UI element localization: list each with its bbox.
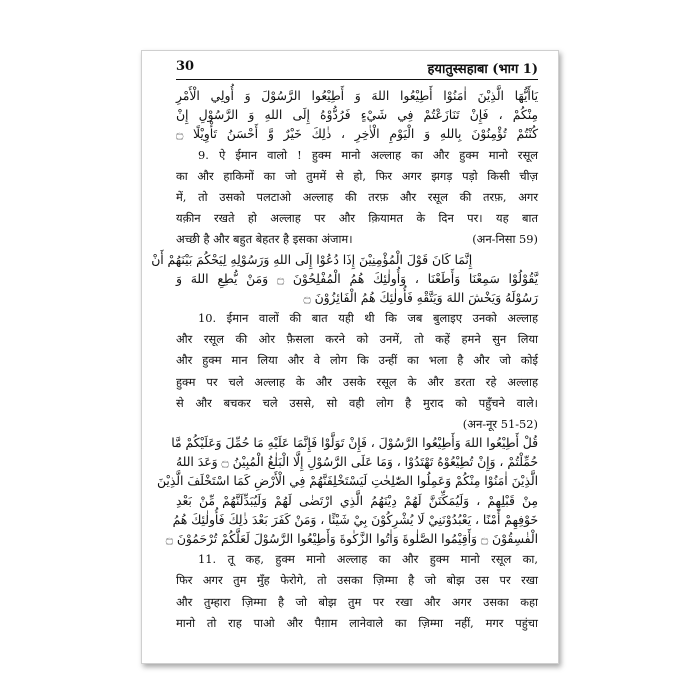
arabic-verse-line: خَوْفِهِمْ أَمْنًا ، يَعْبُدُوْنَنِيْ لَا يُشْرِكُوْنَ بِيْ شَيْئًا ، وَمَنْ كَفَرَ بَعْدَ ذٰلِكَ فَأُولٰئِكَ هُمُ (172, 512, 538, 527)
book-page (141, 50, 559, 664)
paragraph-line: हुक्म पर चले अल्लाह के और उसके रसूल के और डरता रहे अल्लाह (176, 374, 538, 389)
paragraph-line: का और हाकिमों का जो तुममें से हो, फिर अगर झगड़ पड़ो किसी चीज़ (176, 168, 538, 183)
arabic-verse-line: حُمِّلْتُمْ ، وَإِنْ تُطِيْعُوْهُ تَهْتَدُوْا ، وَمَا عَلَى الرَّسُوْلِ إِلَّا الْبَلٰغُ الْمُبِيْنُ ۝ وَعَدَ اللهُ (176, 455, 539, 470)
paragraph-line: 9. ऐ ईमान वालो ! हुक्म मानो अल्लाह का और हुक्म मानो रसूल (198, 147, 538, 162)
paragraph-line (176, 229, 538, 250)
page-title: हयातुस्सहाबा (भाग 1) (427, 62, 538, 77)
paragraph-line: 10. ईमान वालों की बात यही थी कि जब बुलाइए उनको अल्लाह (198, 311, 538, 326)
page-content (151, 87, 539, 634)
arabic-verse-line: قُلْ أَطِيْعُوا اللهَ وَأَطِيْعُوا الرَّسُوْلَ ، فَإِنْ تَوَلَّوْا فَإِنَّمَا عَلَيْهِ مَا حُمِّلَ وَعَلَيْكُمْ مَّا (171, 436, 538, 450)
arabic-verse-line: إِنَّمَا كَانَ قَوْلَ الْمُؤْمِنِيْنَ إِذَا دُعُوْا إِلَى اللهِ وَرَسُوْلِهِ لِيَحْكُمَ بَيْنَهُمْ أَنْ (151, 252, 473, 267)
paragraph-line: और तुम्हारा ज़िम्मा है जो बोझ तुम पर रखा और अगर उसका कहा (176, 594, 538, 609)
paragraph-line: फिर अगर तुम मुँह फेरोगे, तो उसका ज़िम्मा है जो बोझ उस पर रखा (176, 573, 538, 588)
paragraph-line: यक़ीन रखते हो अल्लाह पर और क़ियामत के दिन पर। यह बात (176, 211, 538, 226)
header-rule (176, 79, 538, 80)
arabic-verse-line: الْفٰسِقُوْنَ ۝ وَأَقِيْمُوا الصَّلٰوةَ وَاٰتُوا الزَّكٰوةَ وَأَطِيْعُوا الرَّسُوْلَ لَعَلَّكُمْ تُرْحَمُوْنَ ۝ (165, 531, 538, 546)
page-number: 30 (176, 59, 195, 74)
verse-reference: (अन-निसा 59) (472, 232, 538, 247)
paragraph-line: मानो तो राह पाओ और पैग़ाम लानेवाले का ज़िम्मा नहीं, मगर पहुंचा (176, 615, 538, 630)
paragraph-line: और रसूल की ओर फ़ैसला करने को उनमें, तो कहें हमने सुन लिया (176, 332, 538, 347)
paragraph-line: में, तो उसको पलटाओ अल्लाह की तरफ़ और रसूल की तरफ़, अगर (176, 189, 538, 204)
paragraph-line: से और बचकर चले उससे, सो वही लोग है मुराद को पहुँचने वाले। (176, 395, 538, 410)
paragraph-text: अच्छी है और बहुत बेहतर है इसका अंजाम। (176, 232, 353, 247)
arabic-verse-line: مِنْ قَبْلِهِمْ ، وَلَيُمَكِّنَنَّ لَهُمْ دِيْنَهُمُ الَّذِي ارْتَضٰى لَهُمْ وَلَيُبَدِّلَنَّهُمْ مِّنْ بَعْدِ (176, 493, 538, 508)
page-header (176, 58, 538, 78)
arabic-verse-line: رَسُوْلَهُ وَيَخْشَ اللهَ وَيَتَّقْهِ فَأُولٰئِكَ هُمُ الْفَائِزُوْنَ ۝ (303, 290, 538, 305)
arabic-verse-line: كُنْتُمْ تُؤْمِنُوْنَ بِاللهِ وَ الْيَوْمِ الْاٰخِرِ ، ذٰلِكَ خَيْرٌ وَّ أَحْسَنُ تَأْوِيْلًا ۝ (176, 127, 538, 142)
arabic-verse-line: يَاأَيُّهَا الَّذِيْنَ اٰمَنُوْا أَطِيْعُوا اللهَ وَ أَطِيْعُوا الرَّسُوْلَ وَ أُولِي الْأَمْرِ (176, 89, 538, 103)
arabic-verse-line: مِنْكُمْ ، فَإِنْ تَنَازَعْتُمْ فِي شَيْءٍ فَرُدُّوْهُ إِلَى اللهِ وَ الرَّسُوْلِ إِنْ (176, 108, 538, 123)
arabic-verse-line: الَّذِيْنَ اٰمَنُوْا مِنْكُمْ وَعَمِلُوا الصّٰلِحٰتِ لَيَسْتَخْلِفَنَّهُمْ فِي الْأَرْضِ كَمَا اسْتَخْلَفَ الَّذِيْنَ (157, 474, 538, 489)
paragraph-line: और हुक्म मान लिया और वे लोग कि उन्हीं का भला है और जो कोई (176, 353, 538, 368)
paragraph-line: 11. तू कह, हुक्म मानो अल्लाह का और हुक्म मानो रसूल का, (198, 552, 538, 567)
arabic-verse-line: يَّقُوْلُوْا سَمِعْنَا وَأَطَعْنَا ، وَأُولٰئِكَ هُمُ الْمُفْلِحُوْنَ ۝ وَمَنْ يُّطِعِ اللهَ وَ (176, 271, 539, 286)
verse-reference: (अन-नूर 51-52) (462, 417, 538, 431)
